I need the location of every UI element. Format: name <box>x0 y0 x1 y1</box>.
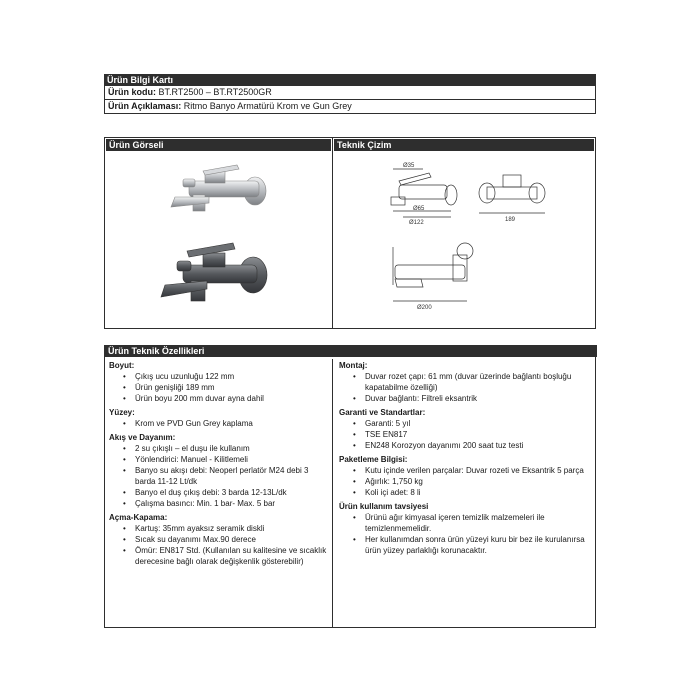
spec-item: • Ürünü ağır kimyasal içeren temizlik malzemeleri ile temizlenmemelidir. <box>353 512 589 534</box>
spec-item: • Yönlendirici: Manuel - Kilitlemeli <box>123 454 328 465</box>
spec-heading: Açma-Kapama: <box>109 513 168 522</box>
product-image-title: Ürün Görseli <box>106 139 331 151</box>
spec-item: • Kutu içinde verilen parçalar: Duvar rozeti ve Eksantrik 5 parça <box>353 465 589 476</box>
spec-list <box>123 523 328 567</box>
spec-item: • Çıkış ucu uzunluğu 122 mm <box>123 371 328 382</box>
spec-item: • Garanti: 5 yıl <box>353 418 589 429</box>
spec-list <box>123 371 328 404</box>
chrome-faucet-image <box>171 165 266 211</box>
spec-heading: Paketleme Bilgisi: <box>339 455 408 464</box>
technical-drawing-panel <box>333 138 595 328</box>
spec-item: • Çalışma basıncı: Min. 1 bar- Max. 5 bar <box>123 498 328 509</box>
spec-heading: Yüzey: <box>109 408 135 417</box>
product-image-panel <box>105 138 333 328</box>
spec-list <box>123 443 328 509</box>
spec-item: • Ürün boyu 200 mm duvar ayna dahil <box>123 393 328 404</box>
dim-d122: Ø122 <box>409 220 424 226</box>
spec-item: • Banyo el duş çıkış debi: 3 barda 12-13L/dk <box>123 487 328 498</box>
technical-specs-section <box>104 345 596 628</box>
dim-d65: Ø65 <box>413 206 425 212</box>
spec-item: • EN248 Korozyon dayanımı 200 saat tuz testi <box>353 440 589 451</box>
product-info-card <box>104 74 596 566</box>
dim-d35: Ø35 <box>403 163 415 169</box>
spec-item: • Ürün genişliği 189 mm <box>123 382 328 393</box>
spec-heading: Akış ve Dayanım: <box>109 433 176 442</box>
spec-item: • Sıcak su dayanımı Max.90 derece <box>123 534 328 545</box>
spec-heading: Montaj: <box>339 361 368 370</box>
spec-item: • Duvar rozet çapı: 61 mm (duvar üzerinde bağlantı boşluğu kapatabilme özelliği) <box>353 371 589 393</box>
product-description-label: Ürün Açıklaması: <box>108 101 182 111</box>
drawing-top-view <box>479 175 545 223</box>
spec-item: • Koli içi adet: 8 li <box>353 487 589 498</box>
spec-list <box>353 512 589 556</box>
specs-left-column <box>105 359 333 627</box>
spec-item: • Her kullanımdan sonra ürün yüzeyi kuru bir bez ile kurulanırsa ürün yüzey parlaklığı korunacaktır. <box>353 534 589 556</box>
spec-heading: Boyut: <box>109 361 135 370</box>
product-description-value: Ritmo Banyo Armatürü Krom ve Gun Grey <box>181 101 352 111</box>
spec-list <box>353 465 589 498</box>
product-description-row <box>104 100 596 114</box>
faucet-images <box>105 151 331 327</box>
dim-189: 189 <box>505 217 516 223</box>
spec-item: • Duvar bağlantı: Filtreli eksantrik <box>353 393 589 404</box>
technical-drawing-title: Teknik Çizim <box>334 139 594 151</box>
dim-d200: Ø200 <box>417 305 432 311</box>
product-code-value: BT.RT2500 – BT.RT2500GR <box>156 87 272 97</box>
spec-heading: Garanti ve Standartlar: <box>339 408 426 417</box>
spec-item: • 2 su çıkışlı – el duşu ile kullanım <box>123 443 328 454</box>
drawing-front-view <box>391 163 457 226</box>
spec-item: • Ömür: EN817 Std. (Kullanılan su kalitesine ve sıcaklık derecesine bağlı olarak değişkenlik gösterebilir) <box>123 545 328 567</box>
gungrey-faucet-image <box>161 243 267 301</box>
product-code-label: Ürün kodu: <box>108 87 156 97</box>
card-title: Ürün Bilgi Kartı <box>104 74 596 86</box>
product-code-row <box>104 86 596 100</box>
spec-item: • TSE EN817 <box>353 429 589 440</box>
drawing-side-view <box>393 243 473 311</box>
technical-drawing <box>333 151 593 327</box>
specs-right-column <box>333 359 595 627</box>
spec-list <box>123 418 328 429</box>
spec-item: • Banyo su akışı debi: Neoperl perlatör M24 debi 3 barda 11-12 Lt/dk <box>123 465 328 487</box>
spec-heading: Ürün kullanım tavsiyesi <box>339 502 429 511</box>
technical-specs-title: Ürün Teknik Özellikleri <box>105 345 597 357</box>
spec-item: • Krom ve PVD Gun Grey kaplama <box>123 418 328 429</box>
spec-list <box>353 371 589 404</box>
spec-list <box>353 418 589 451</box>
spec-item: • Ağırlık: 1,750 kg <box>353 476 589 487</box>
image-section <box>104 137 596 329</box>
spec-item: • Kartuş: 35mm ayaksız seramik diskli <box>123 523 328 534</box>
